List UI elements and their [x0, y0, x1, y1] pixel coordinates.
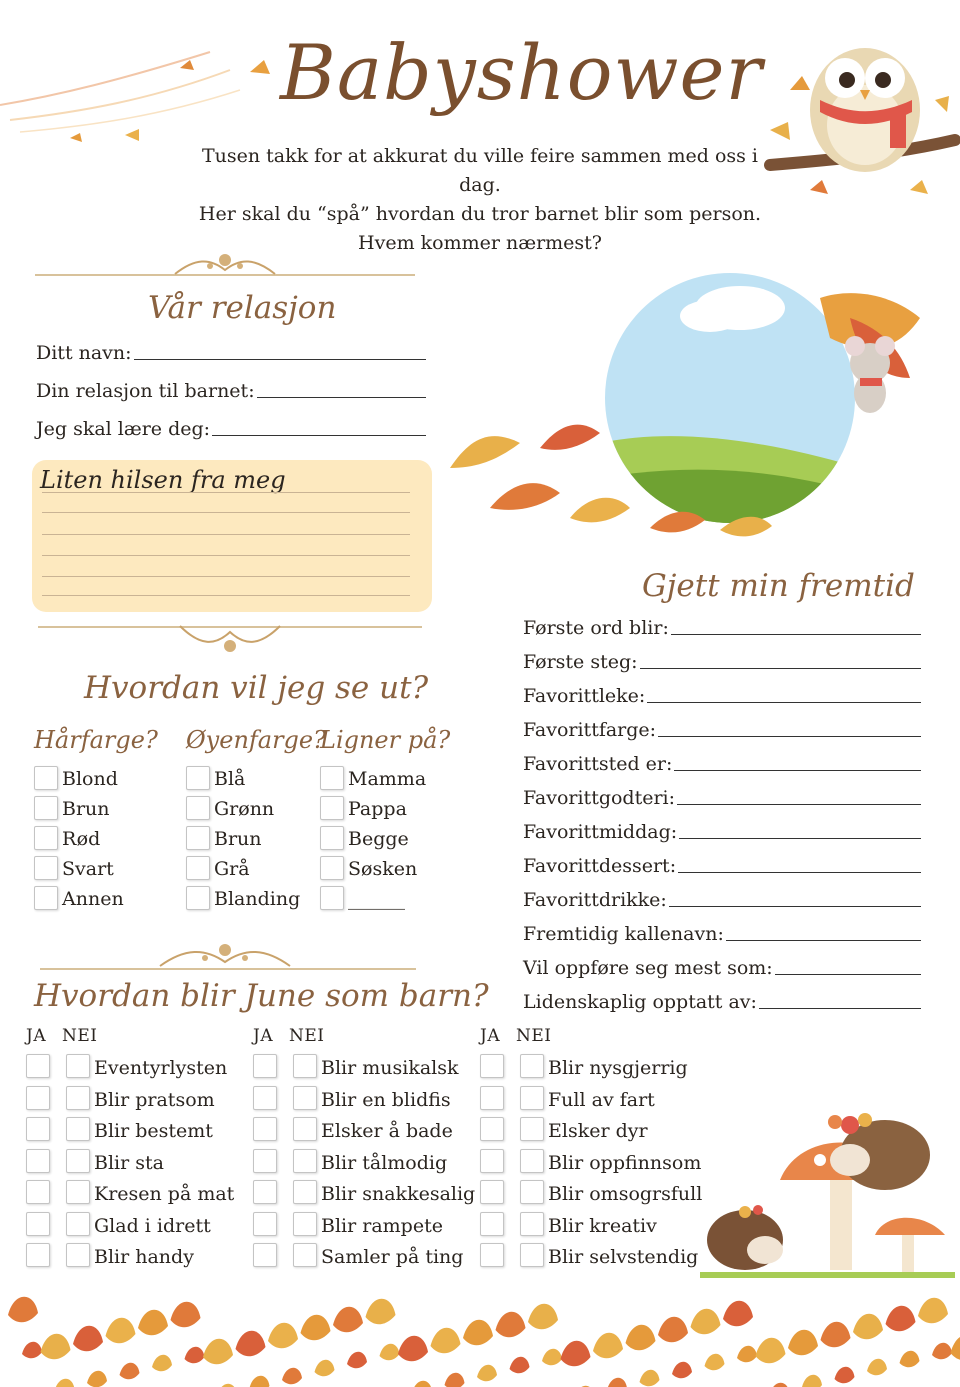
leaf — [398, 1336, 428, 1362]
future-field[interactable] — [523, 787, 921, 809]
field-line — [677, 802, 921, 805]
field-line — [671, 632, 921, 635]
note-line — [42, 512, 410, 513]
intro-line: Her skal du “spå” hvordan du tror barnet blir som person. — [198, 203, 762, 225]
future-field[interactable] — [523, 821, 921, 843]
leaf — [463, 1320, 493, 1346]
leaf — [788, 1330, 818, 1356]
option-checkbox[interactable] — [320, 766, 344, 790]
note-line — [42, 534, 410, 535]
field-line — [679, 836, 921, 839]
field-label: Favorittmiddag: — [523, 821, 678, 843]
trait-label: Blir musikalsk — [321, 1057, 459, 1079]
yes-checkbox[interactable] — [253, 1149, 277, 1173]
leaf — [886, 1306, 916, 1332]
option-label: Svart — [62, 858, 114, 880]
yes-checkbox[interactable] — [480, 1117, 504, 1141]
yes-checkbox[interactable] — [253, 1086, 277, 1110]
field-line — [678, 870, 921, 873]
option-checkbox[interactable] — [34, 856, 58, 880]
future-field[interactable] — [523, 923, 921, 945]
landscape-illustration — [430, 268, 950, 568]
leaf — [55, 1379, 75, 1387]
leaf — [445, 1373, 465, 1387]
hedgehog-illustration — [700, 1100, 955, 1285]
leaf — [737, 1346, 757, 1363]
leaf — [22, 1342, 42, 1359]
intro-line: Tusen takk for at akkurat du ville feire sammen med oss i dag. — [201, 145, 759, 196]
leaf — [41, 1334, 71, 1360]
option-label: Brun — [62, 798, 110, 820]
leaf — [853, 1314, 883, 1340]
no-checkbox[interactable] — [520, 1180, 544, 1204]
yes-checkbox[interactable] — [26, 1086, 50, 1110]
field-label: Favorittsted er: — [523, 753, 673, 775]
no-checkbox[interactable] — [520, 1212, 544, 1236]
looks-column-heading: Øyenfarge? — [186, 726, 326, 754]
future-field[interactable] — [523, 991, 921, 1013]
yes-checkbox[interactable] — [253, 1243, 277, 1267]
leaf — [347, 1352, 367, 1369]
leaf — [87, 1371, 107, 1387]
option-label: Søsken — [348, 858, 418, 880]
yes-checkbox[interactable] — [480, 1054, 504, 1078]
leaf — [106, 1318, 136, 1344]
option-label: Grønn — [214, 798, 275, 820]
future-title: Gjett min fremtid — [642, 568, 915, 604]
trait-label: Eventyrlysten — [94, 1057, 228, 1079]
no-column-heading: NEI — [516, 1026, 552, 1046]
no-column-heading: NEI — [289, 1026, 325, 1046]
no-checkbox[interactable] — [66, 1212, 90, 1236]
yes-checkbox[interactable] — [480, 1212, 504, 1236]
option-checkbox[interactable] — [34, 796, 58, 820]
leaf — [282, 1368, 302, 1385]
trait-label: Blir omsogrsfull — [548, 1183, 703, 1205]
yes-checkbox[interactable] — [26, 1149, 50, 1173]
leaf — [171, 1302, 201, 1328]
leaf — [561, 1341, 591, 1367]
leaf-border — [0, 1275, 960, 1387]
leaf — [723, 1301, 753, 1327]
field-line — [775, 972, 921, 975]
looks-title: Hvordan vil jeg se ut? — [84, 670, 429, 706]
yes-checkbox[interactable] — [253, 1180, 277, 1204]
future-field[interactable] — [523, 719, 921, 741]
leaf — [705, 1354, 725, 1371]
trait-label: Blir rampete — [321, 1214, 443, 1237]
leaf — [380, 1344, 400, 1361]
no-checkbox[interactable] — [66, 1180, 90, 1204]
yes-checkbox[interactable] — [26, 1243, 50, 1267]
future-field[interactable] — [523, 889, 921, 911]
trait-label: Blir kreativ — [548, 1214, 657, 1237]
trait-label: Samler på ting — [321, 1246, 464, 1268]
page-title: Babyshower — [280, 28, 763, 117]
leaf — [672, 1362, 692, 1379]
teach-field[interactable] — [36, 418, 426, 440]
leaf — [510, 1357, 530, 1374]
no-checkbox[interactable] — [520, 1086, 544, 1110]
field-line — [647, 700, 921, 703]
leaf — [802, 1375, 822, 1387]
option-label: Pappa — [348, 798, 407, 820]
leaf — [835, 1367, 855, 1384]
trait-label: Blir en blidfis — [321, 1088, 451, 1111]
leaf — [120, 1363, 140, 1380]
leaf — [918, 1298, 948, 1324]
intro-line: Hvem kommer nærmest? — [358, 232, 602, 254]
no-column-heading: NEI — [62, 1026, 98, 1046]
trait-label: Blir nysgjerrig — [548, 1057, 688, 1079]
yes-column-heading: JA — [480, 1026, 501, 1046]
wind-swirl-decoration — [0, 40, 280, 150]
yes-checkbox[interactable] — [26, 1054, 50, 1078]
option-label: Begge — [348, 828, 409, 850]
field-label: Favorittgodteri: — [523, 787, 676, 809]
leaf — [691, 1309, 721, 1335]
yes-checkbox[interactable] — [253, 1212, 277, 1236]
no-checkbox[interactable] — [66, 1054, 90, 1078]
no-checkbox[interactable] — [293, 1149, 317, 1173]
leaf — [477, 1365, 497, 1382]
leaf — [528, 1304, 558, 1330]
intro-text — [180, 142, 780, 258]
no-checkbox[interactable] — [520, 1243, 544, 1267]
leaf — [203, 1339, 233, 1365]
field-label: Favorittleke: — [523, 685, 646, 707]
leaf — [658, 1317, 688, 1343]
field-label: Ditt navn: — [36, 342, 132, 364]
future-field[interactable] — [523, 651, 921, 673]
leaf — [496, 1312, 526, 1338]
yes-checkbox[interactable] — [253, 1117, 277, 1141]
option-checkbox[interactable] — [186, 766, 210, 790]
trait-label: Blir bestemt — [94, 1120, 213, 1142]
field-line — [759, 1006, 921, 1009]
field-label: Lidenskaplig opptatt av: — [523, 991, 757, 1013]
leaf — [900, 1351, 920, 1368]
yes-checkbox[interactable] — [253, 1054, 277, 1078]
no-checkbox[interactable] — [66, 1117, 90, 1141]
field-label: Favorittfarge: — [523, 719, 657, 741]
greeting-note-box[interactable] — [32, 460, 432, 612]
ornament-flourish — [170, 618, 290, 658]
field-label: Din relasjon til barnet: — [36, 380, 255, 402]
trait-label: Blir selvstendig — [548, 1246, 699, 1268]
future-field[interactable] — [523, 617, 921, 639]
field-label: Favorittdessert: — [523, 855, 677, 877]
no-checkbox[interactable] — [66, 1243, 90, 1267]
option-label: ______ — [348, 888, 405, 910]
no-checkbox[interactable] — [520, 1117, 544, 1141]
leaf — [593, 1333, 623, 1359]
leaf — [756, 1338, 786, 1364]
no-checkbox[interactable] — [293, 1180, 317, 1204]
field-label: Vil oppføre seg mest som: — [523, 957, 773, 979]
leaf — [250, 1376, 270, 1387]
leaf — [185, 1347, 205, 1364]
field-line — [134, 357, 426, 360]
option-checkbox[interactable] — [320, 886, 344, 910]
no-checkbox[interactable] — [293, 1054, 317, 1078]
field-line — [257, 395, 426, 398]
field-label: Fremtidig kallenavn: — [523, 923, 724, 945]
yes-column-heading: JA — [26, 1026, 47, 1046]
ornament-flourish — [150, 940, 300, 976]
note-title: Liten hilsen fra meg — [40, 466, 286, 494]
trait-label: Kresen på mat — [94, 1183, 235, 1205]
option-label: Annen — [62, 888, 124, 910]
option-label: Grå — [214, 858, 250, 880]
option-checkbox[interactable] — [186, 886, 210, 910]
leaf — [542, 1349, 562, 1366]
leaf — [152, 1355, 172, 1372]
no-checkbox[interactable] — [520, 1054, 544, 1078]
trait-label: Blir oppfinnsom — [548, 1151, 702, 1174]
option-label: Rød — [62, 828, 101, 850]
field-line — [658, 734, 921, 737]
trait-label: Blir handy — [94, 1246, 194, 1268]
relation-title: Vår relasjon — [148, 290, 337, 326]
field-line — [674, 768, 921, 771]
note-line — [42, 595, 410, 596]
no-checkbox[interactable] — [66, 1086, 90, 1110]
no-checkbox[interactable] — [293, 1086, 317, 1110]
field-label: Favorittdrikke: — [523, 889, 667, 911]
leaf — [268, 1323, 298, 1349]
option-label: Blond — [62, 768, 118, 790]
leaf — [770, 1383, 790, 1387]
field-line — [726, 938, 921, 941]
yes-checkbox[interactable] — [26, 1180, 50, 1204]
leaf — [412, 1381, 432, 1387]
leaf — [315, 1360, 335, 1377]
leaf — [607, 1378, 627, 1387]
field-label: Jeg skal lære deg: — [36, 418, 211, 440]
leaf — [8, 1297, 38, 1323]
trait-label: Elsker å bade — [321, 1120, 453, 1142]
no-checkbox[interactable] — [66, 1149, 90, 1173]
trait-label: Full av fart — [548, 1088, 655, 1111]
future-field[interactable] — [523, 685, 921, 707]
option-checkbox[interactable] — [186, 796, 210, 820]
yes-checkbox[interactable] — [480, 1149, 504, 1173]
trait-label: Blir snakkesalig — [321, 1183, 476, 1205]
field-line — [212, 433, 426, 436]
option-checkbox[interactable] — [186, 856, 210, 880]
note-line — [42, 555, 410, 556]
leaf — [821, 1322, 851, 1348]
option-label: Blanding — [214, 888, 301, 910]
leaf — [626, 1325, 656, 1351]
leaf — [932, 1343, 952, 1360]
field-line — [669, 904, 921, 907]
leaf — [73, 1326, 103, 1352]
leaf — [366, 1299, 396, 1325]
no-checkbox[interactable] — [293, 1212, 317, 1236]
no-checkbox[interactable] — [293, 1117, 317, 1141]
leaf — [236, 1331, 266, 1357]
option-checkbox[interactable] — [34, 766, 58, 790]
name-field[interactable] — [36, 342, 426, 364]
note-line — [42, 576, 410, 577]
trait-label: Blir sta — [94, 1151, 164, 1174]
yes-checkbox[interactable] — [26, 1212, 50, 1236]
looks-column-heading: Ligner på? — [320, 726, 451, 754]
trait-label: Blir tålmodig — [321, 1151, 448, 1174]
option-checkbox[interactable] — [34, 826, 58, 850]
leaf — [138, 1310, 168, 1336]
no-checkbox[interactable] — [293, 1243, 317, 1267]
ornament-flourish — [165, 248, 285, 282]
field-label: Første steg: — [523, 651, 638, 673]
option-label: Brun — [214, 828, 262, 850]
option-checkbox[interactable] — [186, 826, 210, 850]
relation-field[interactable] — [36, 380, 426, 402]
yes-checkbox[interactable] — [480, 1243, 504, 1267]
yes-checkbox[interactable] — [480, 1086, 504, 1110]
option-checkbox[interactable] — [320, 826, 344, 850]
option-checkbox[interactable] — [34, 886, 58, 910]
future-field[interactable] — [523, 957, 921, 979]
note-line — [42, 492, 410, 493]
field-line — [640, 666, 921, 669]
leaf — [333, 1307, 363, 1333]
leaf — [867, 1359, 887, 1376]
leaf — [951, 1335, 960, 1361]
trait-label: Blir pratsom — [94, 1088, 215, 1111]
option-label: Mamma — [348, 768, 427, 790]
option-checkbox[interactable] — [320, 856, 344, 880]
leaf — [431, 1328, 461, 1354]
trait-label: Elsker dyr — [548, 1120, 648, 1142]
field-label: Første ord blir: — [523, 617, 669, 639]
option-label: Blå — [214, 768, 246, 790]
leaf — [301, 1315, 331, 1341]
future-field[interactable] — [523, 753, 921, 775]
owl-illustration — [750, 20, 960, 210]
yes-column-heading: JA — [253, 1026, 274, 1046]
option-checkbox[interactable] — [320, 796, 344, 820]
leaf — [640, 1370, 660, 1387]
no-checkbox[interactable] — [520, 1149, 544, 1173]
child-title: Hvordan blir June som barn? — [34, 978, 489, 1014]
yes-checkbox[interactable] — [26, 1117, 50, 1141]
future-field[interactable] — [523, 855, 921, 877]
yes-checkbox[interactable] — [480, 1180, 504, 1204]
looks-column-heading: Hårfarge? — [34, 726, 158, 754]
trait-label: Glad i idrett — [94, 1214, 211, 1237]
